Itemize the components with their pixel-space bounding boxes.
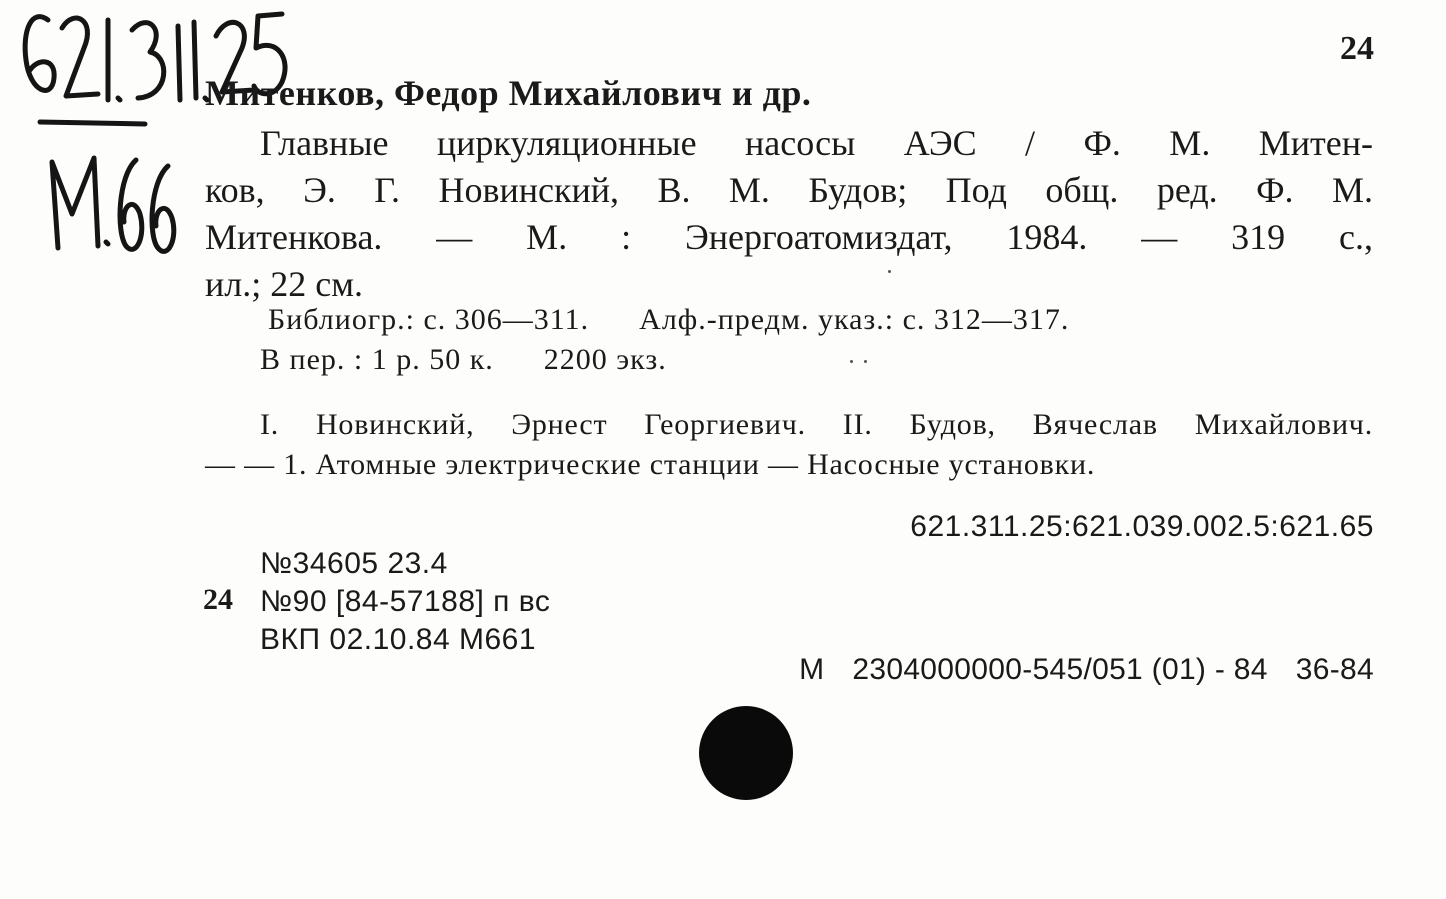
card-number: 24	[1340, 30, 1374, 67]
tracing-block	[205, 405, 1373, 485]
service-info	[260, 545, 550, 659]
service-line-2: №90 [84-57188] п вс	[260, 585, 551, 618]
description-line: Митенкова. — М. : Энергоатомиздат, 1984. — 319 с.,	[205, 217, 1373, 257]
description-line: Главные циркуляционные насосы АЭС / Ф. М. Митен-	[260, 123, 1373, 163]
punch-hole	[699, 706, 793, 800]
tracing-line-1: I. Новинский, Эрнест Георгиевич. II. Будов, Вячеслав Михайлович.	[260, 408, 1373, 441]
price-note: В пер. : 1 р. 50 к.	[260, 343, 494, 376]
notes-block	[260, 300, 1070, 380]
code-letter: М	[799, 653, 825, 686]
publishing-code	[799, 653, 1374, 687]
notes-line-2	[260, 340, 1069, 380]
description-line: ил.; 22 см.	[205, 264, 363, 304]
service-mark: 24	[203, 583, 233, 616]
description-line: ков, Э. Г. Новинский, В. М. Будов; Под общ. ред. Ф. М.	[205, 170, 1373, 210]
paper-speck	[850, 360, 853, 363]
tracing-line-2: — — 1. Атомные электрические станции — Насосные установки.	[205, 448, 1096, 481]
copies-note: 2200 экз.	[543, 343, 667, 376]
author-heading: Митенков, Федор Михайлович и др.	[205, 73, 812, 113]
service-line-1: №34605 23.4	[260, 547, 448, 580]
bibliographic-description	[205, 120, 1373, 308]
paper-speck	[888, 270, 891, 273]
service-line-3: ВКП 02.10.84 М661	[260, 623, 537, 656]
code-number: 2304000000-545/051 (01) - 84	[852, 653, 1268, 686]
code-suffix: 36-84	[1295, 653, 1374, 686]
notes-line-1	[268, 300, 1069, 340]
bibliography-note: Библиогр.: с. 306—311.	[268, 303, 590, 336]
paper-speck	[864, 360, 867, 363]
udc-index: 621.311.25:621.039.002.5:621.65	[910, 510, 1374, 543]
index-note: Алф.-предм. указ.: с. 312—317.	[639, 303, 1070, 336]
